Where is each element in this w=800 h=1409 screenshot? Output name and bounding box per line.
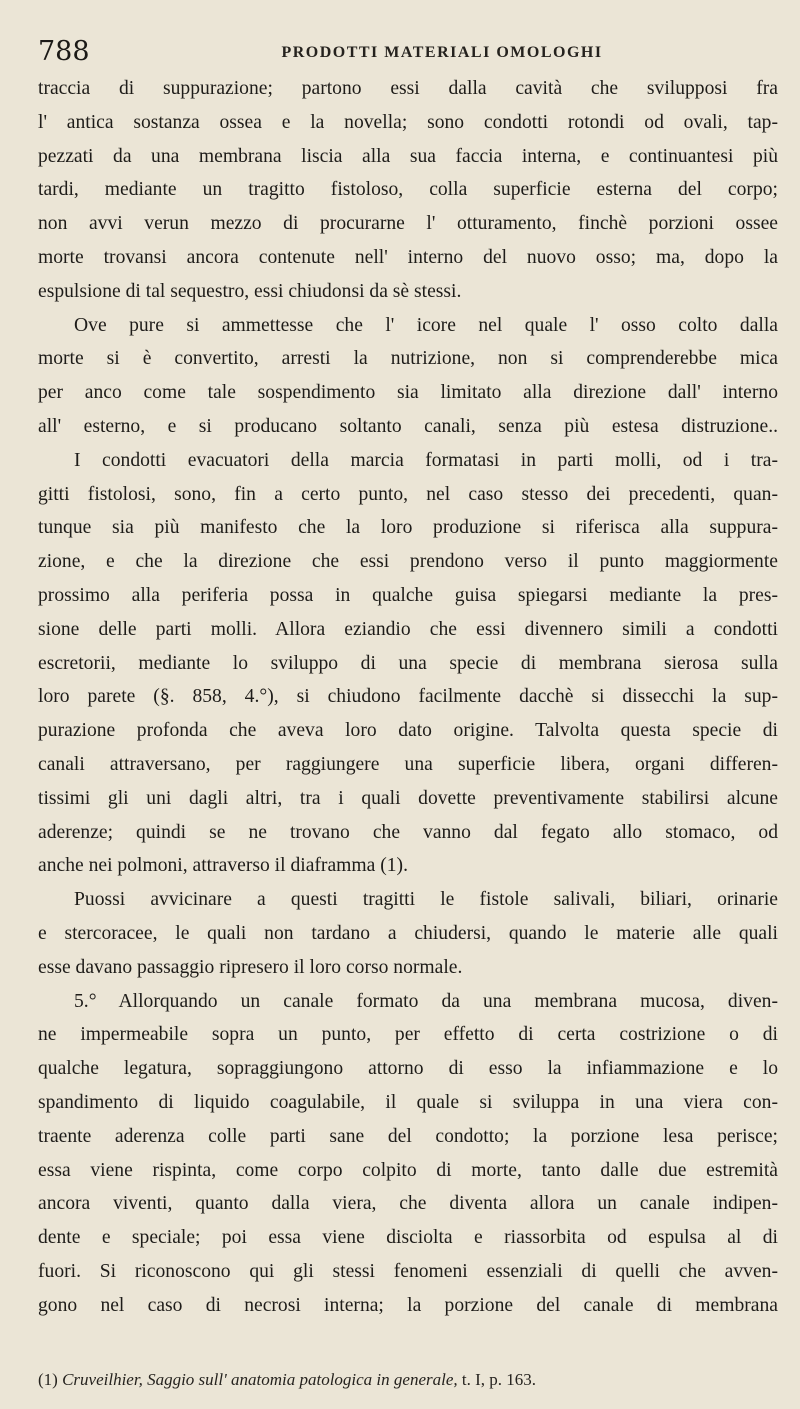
- text-line: zione, e che la direzione che essi prendono verso il punto maggiormente: [38, 551, 778, 573]
- text-line: ancora viventi, quanto dalla viera, che diventa allora un canale indipen-: [38, 1193, 778, 1215]
- text-line: tissimi gli uni dagli altri, tra i quali dovette preventivamente stabilirsi alcune: [38, 787, 778, 809]
- text-line: canali attraversano, per raggiungere una superficie libera, organi differen-: [38, 753, 778, 775]
- text-line: morte trovansi ancora contenute nell' interno del nuovo osso; ma, dopo la: [38, 246, 778, 268]
- text-line: sione delle parti molli. Allora eziandio che essi divennero simili a condotti: [38, 618, 778, 640]
- page-number: 788: [38, 36, 90, 67]
- text-line: spandimento di liquido coagulabile, il quale si sviluppa in una viera con-: [38, 1091, 778, 1113]
- text-line: per anco come tale sospendimento sia limitato alla direzione dall' interno: [38, 382, 778, 404]
- footnote: [38, 1370, 778, 1390]
- text-line: gono nel caso di necrosi interna; la porzione del canale di membrana: [38, 1294, 778, 1316]
- text-line: essa viene rispinta, come corpo colpito di morte, tanto dalle due estremità: [38, 1159, 778, 1181]
- text-line: all' esterno, e si producano soltanto canali, senza più estesa distruzione..: [38, 415, 778, 437]
- text-line: pezzati da una membrana liscia alla sua faccia interna, e continuantesi più: [38, 145, 778, 167]
- text-line: dente e speciale; poi essa viene disciolta e riassorbita od espulsa al di: [38, 1227, 778, 1249]
- text-line: esse davano passaggio ripresero il loro corso normale.: [38, 956, 463, 978]
- running-head: PRODOTTI MATERIALI OMOLOGHI: [281, 44, 603, 61]
- text-line: aderenze; quindi se ne trovano che vanno dal fegato allo stomaco, od: [38, 821, 778, 843]
- text-line: loro parete (§. 858, 4.°), si chiudono facilmente dacchè si dissecchi la sup-: [38, 686, 778, 708]
- text-line: tardi, mediante un tragitto fistoloso, colla superficie esterna del corpo;: [38, 179, 778, 201]
- text-line: tunque sia più manifesto che la loro produzione si riferisca alla suppura-: [38, 517, 778, 539]
- text-line: e stercoracee, le quali non tardano a chiudersi, quando le materie alle quali: [38, 922, 778, 944]
- text-line: escretorii, mediante lo sviluppo di una specie di membrana sierosa sulla: [38, 652, 778, 674]
- text-line: espulsione di tal sequestro, essi chiudonsi da sè stessi.: [38, 280, 462, 302]
- text-line: anche nei polmoni, attraverso il diaframma (1).: [38, 855, 408, 877]
- page-header: [38, 36, 778, 76]
- text-line: gitti fistolosi, sono, fin a certo punto, nel caso stesso dei precedenti, quan-: [38, 483, 778, 505]
- body-text: [38, 72, 778, 1322]
- text-line: non avvi verun mezzo di procurarne l' otturamento, finchè porzioni ossee: [38, 213, 778, 235]
- text-line: traccia di suppurazione; partono essi dalla cavità che svilupposi fra: [38, 78, 778, 99]
- text-line: prossimo alla periferia possa in qualche guisa spiegarsi mediante la pres-: [38, 584, 778, 606]
- footnote-reference: t. I, p. 163.: [461, 1370, 537, 1389]
- text-line: morte si è convertito, arresti la nutrizione, non si comprenderebbe mica: [38, 348, 778, 370]
- text-line: purazione profonda che aveva loro dato origine. Talvolta questa specie di: [38, 720, 778, 742]
- text-line: qualche legatura, sopraggiungono attorno di esso la infiammazione e lo: [38, 1058, 778, 1080]
- footnote-title: Saggio sull' anatomia patologica in generale,: [147, 1370, 458, 1389]
- footnote-author: Cruveilhier,: [62, 1370, 143, 1389]
- paragraph-start-line: Puossi avvicinare a questi tragitti le fistole salivali, biliari, orinarie: [74, 889, 778, 911]
- text-line: traente aderenza colle parti sane del condotto; la porzione lesa perisce;: [38, 1125, 778, 1147]
- paragraph-start-line: Ove pure si ammettesse che l' icore nel quale l' osso colto dalla: [74, 314, 778, 336]
- paragraph-start-line: 5.° Allorquando un canale formato da una membrana mucosa, diven-: [74, 990, 778, 1012]
- text-line: ne impermeabile sopra un punto, per effetto di certa costrizione o di: [38, 1024, 778, 1046]
- text-line: l' antica sostanza ossea e la novella; sono condotti rotondi od ovali, tap-: [38, 111, 778, 133]
- footnote-marker: (1): [38, 1370, 58, 1389]
- paragraph-start-line: I condotti evacuatori della marcia formatasi in parti molli, od i tra-: [74, 449, 778, 471]
- text-line: fuori. Si riconoscono qui gli stessi fenomeni essenziali di quelli che avven-: [38, 1260, 778, 1282]
